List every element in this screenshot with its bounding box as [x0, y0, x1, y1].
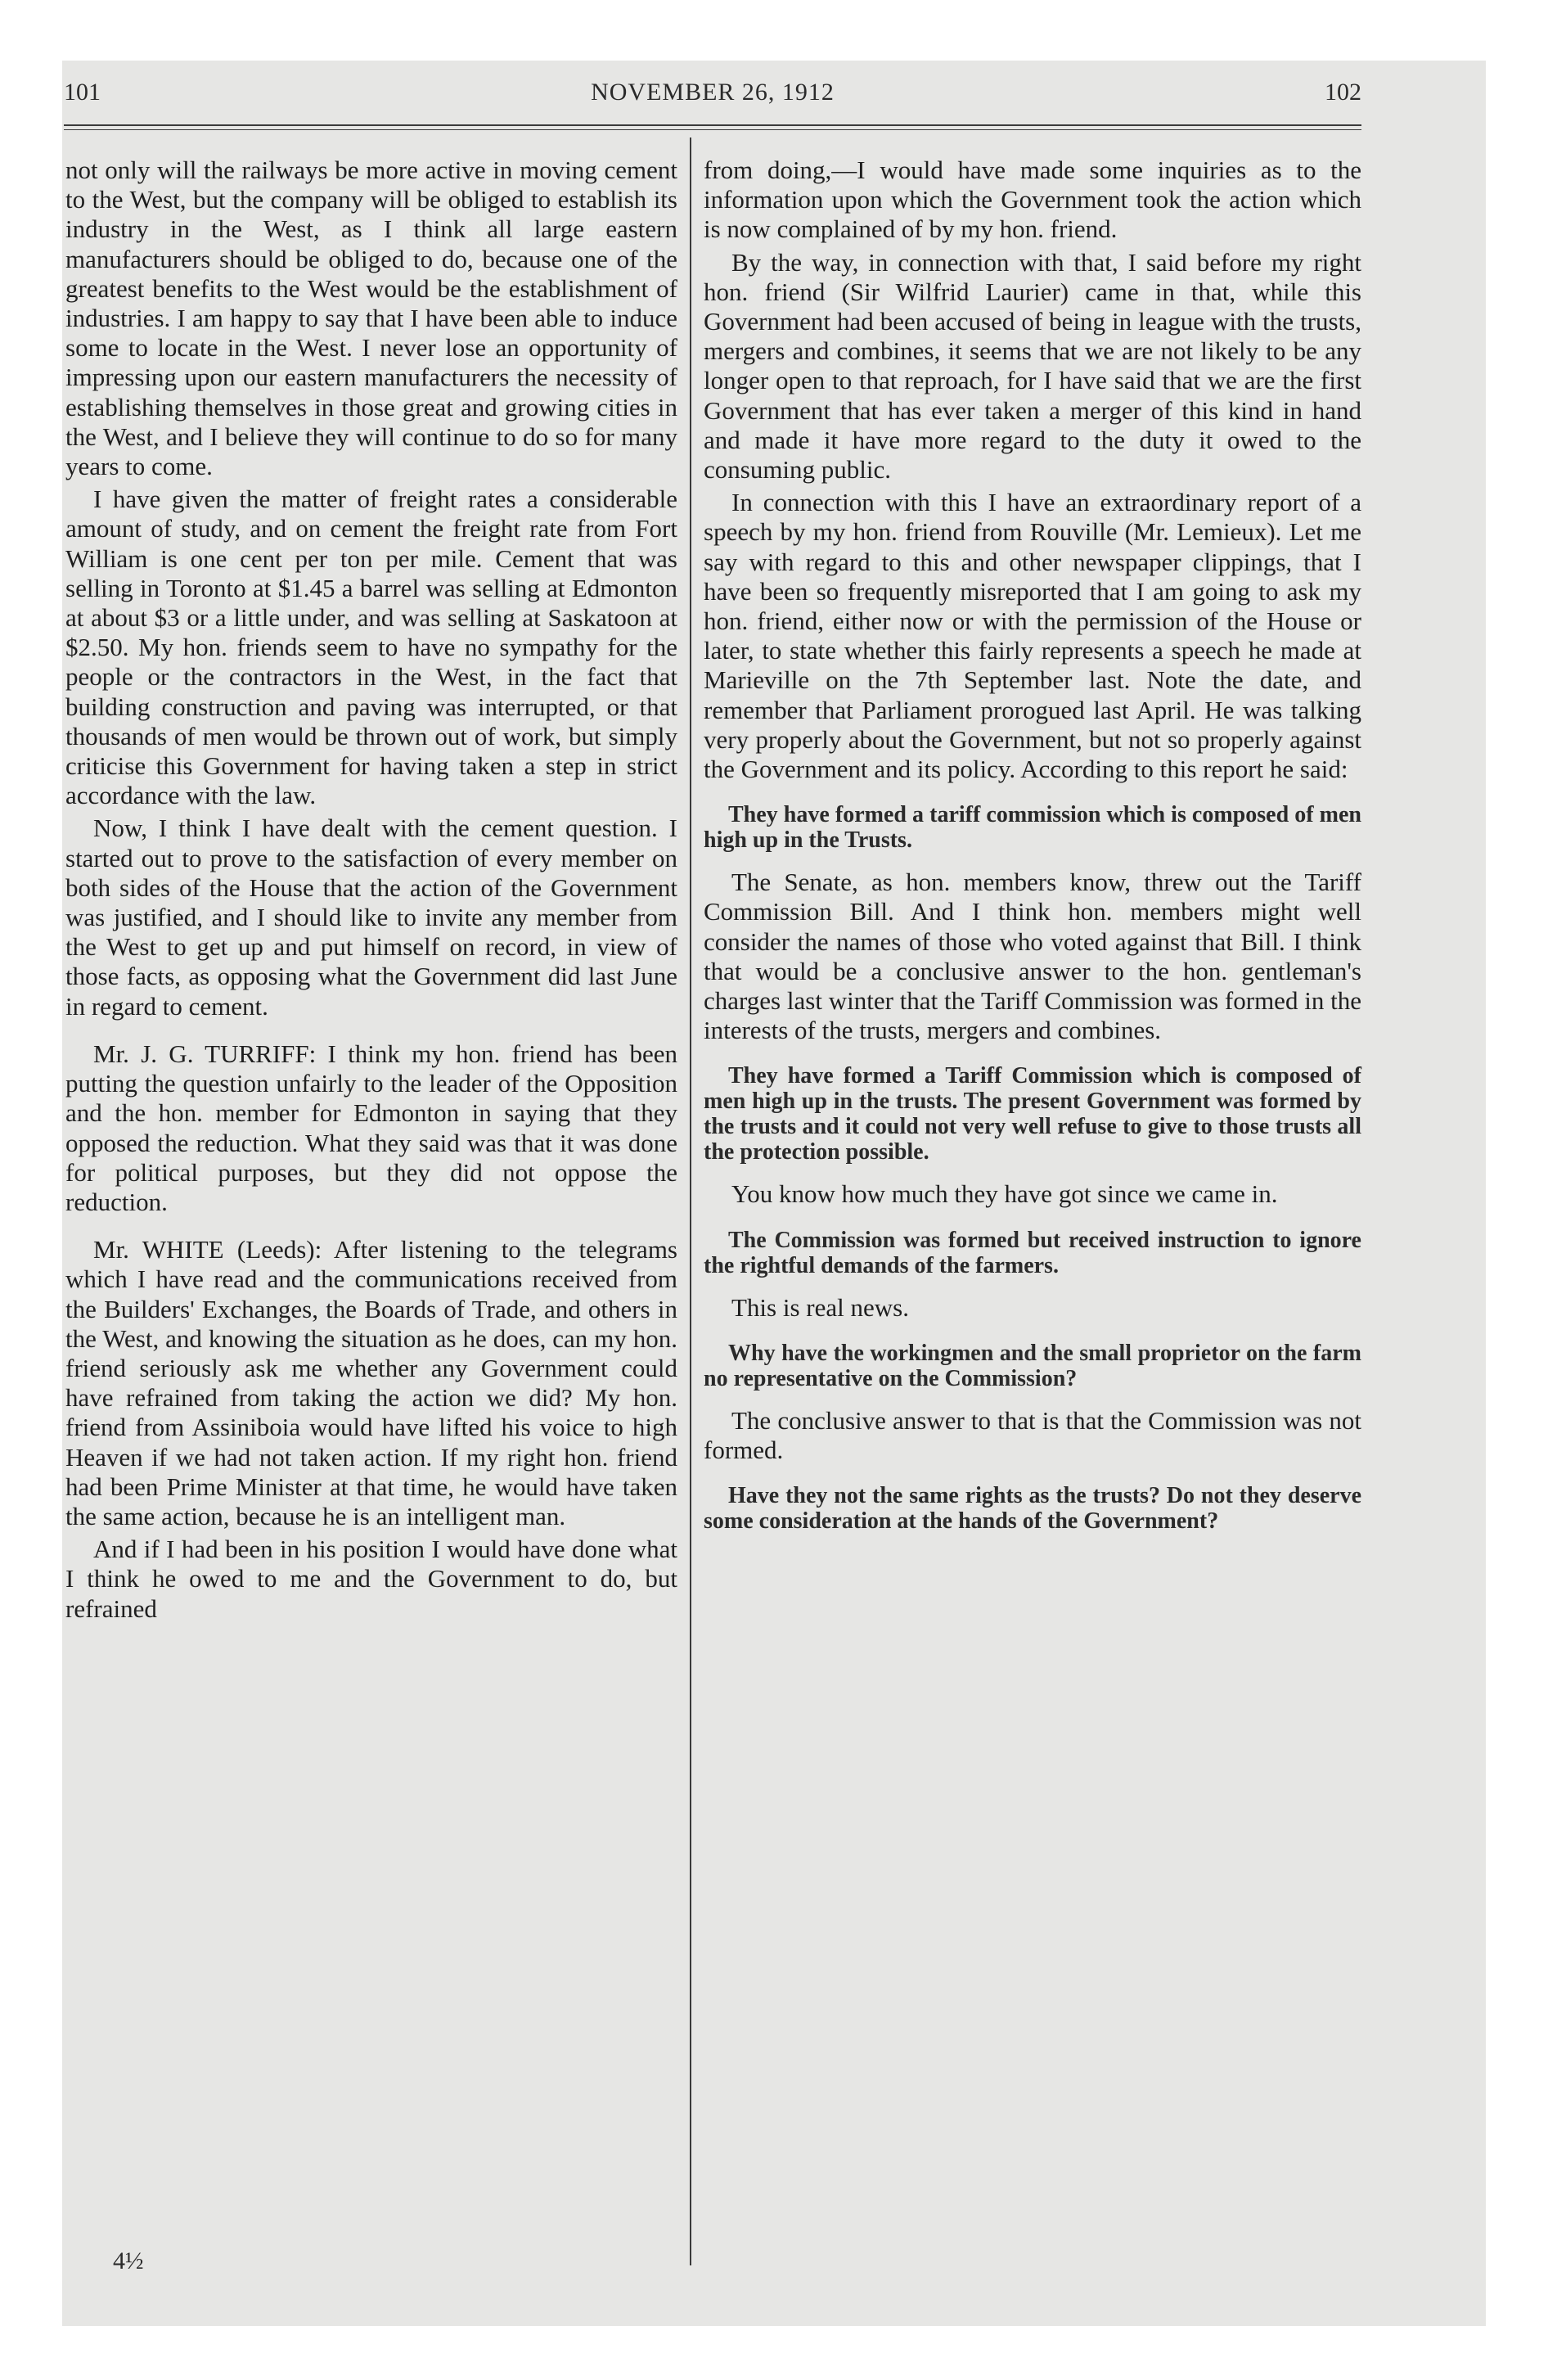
quotation: They have formed a Tariff Commission which is composed of men high up in the trusts. The present Government was formed by the trusts and it could not very well refuse to give to those trusts all the protection possible.	[704, 1063, 1361, 1165]
left-page-number: 101	[64, 79, 101, 106]
right-page-number: 102	[1325, 79, 1361, 106]
paragraph: And if I had been in his position I would have done what I think he owed to me and the Government to do, but refrained	[65, 1535, 677, 1623]
paragraph: from doing,—I would have made some inquiries as to the information upon which the Government took the action which is now complained of by my hon. friend.	[704, 156, 1361, 244]
left-column	[65, 156, 677, 1627]
paragraph: This is real news.	[731, 1292, 909, 1322]
quotation: Have they not the same rights as the trusts? Do not they deserve some consideration at the hands of the Government?	[704, 1483, 1361, 1535]
paragraph: The Senate, as hon. members know, threw out the Tariff Commission Bill. And I think hon. members might well consider the names of those who voted against that Bill. I think that would be a conclusive answer to the hon. gentleman's charges last winter that the Tariff Commission was formed in the interests of the trusts, mergers and combines.	[704, 868, 1361, 1045]
paragraph: Mr. J. G. TURRIFF: I think my hon. friend has been putting the question unfairly to the leader of the Opposition and the hon. member for Edmonton in saying that they opposed the reduction. What they said was that it was done for political purposes, but they did not oppose the reduction.	[65, 1039, 677, 1216]
quotation: The Commission was formed but received instruction to ignore the rightful demands of the farmers.	[704, 1227, 1361, 1278]
right-column	[704, 156, 1361, 1548]
header-date: NOVEMBER 26, 1912	[591, 79, 835, 106]
quotation: Why have the workingmen and the small proprietor on the farm no representative on the Commission?	[704, 1340, 1361, 1391]
paragraph: not only will the railways be more active in moving cement to the West, but the company will be obliged to establish its industry in the West, as I think all large eastern manufacturers should be obliged to do, because one of the greatest benefits to the West would be the establishment of industries. I am happy to say that I have been able to induce some to locate in the West. I never lose an opportunity of impressing upon our eastern manufacturers the necessity of establishing themselves in those great and growing cities in the West, and I believe they will continue to do so for many years to come.	[65, 156, 677, 481]
header-rule-thin	[64, 129, 1361, 130]
quotation: They have formed a tariff commission which is composed of men high up in the Trusts.	[704, 802, 1361, 854]
paragraph: You know how much they have got since we came in.	[731, 1179, 1278, 1209]
signature-mark: 4½	[113, 2247, 144, 2274]
paragraph: Mr. WHITE (Leeds): After listening to the telegrams which I have read and the communications received from the Builders' Exchanges, the Boards of Trade, and others in the West, and knowing the situation as he does, can my hon. friend seriously ask me whether any Government could have refrained from taking the action we did? My hon. friend from Assiniboia would have lifted his voice to high Heaven if we had not taken action. If my right hon. friend had been Prime Minister at that time, he would have taken the same action, because he is an intelligent man.	[65, 1235, 677, 1530]
paragraph: The conclusive answer to that is that the Commission was not formed.	[704, 1405, 1361, 1465]
paragraph: By the way, in connection with that, I said before my right hon. friend (Sir Wilfrid Laurier) came in that, while this Government had been accused of being in league with the trusts, mergers and combines, it seems that we are not likely to be any longer open to that reproach, for I have said that we are the first Government that has ever taken a merger of this kind in hand and made it have more regard to the duty it owed to the consuming public.	[704, 247, 1361, 485]
paragraph: I have given the matter of freight rates a considerable amount of study, and on cement the freight rate from Fort William is one cent per ton per mile. Cement that was selling in Toronto at $1.45 a barrel was selling at Edmonton at about $3 or a little under, and was selling at Saskatoon at $2.50. My hon. friends seem to have no sympathy for the people or the contractors in the West, in the fact that building construction and paving was interrupted, or that thousands of men would be thrown out of work, but simply criticise this Government for having taken a step in strict accordance with the law.	[65, 485, 677, 810]
paragraph: Now, I think I have dealt with the cement question. I started out to prove to the satisfaction of every member on both sides of the House that the action of the Government was justified, and I should like to invite any member from the West to get up and put himself on record, in view of those facts, as opposing what the Government did last June in regard to cement.	[65, 814, 677, 1021]
column-divider	[690, 137, 691, 2265]
paragraph: In connection with this I have an extraordinary report of a speech by my hon. friend from Rouville (Mr. Lemieux). Let me say with regard to this and other newspaper clippings, that I have been so frequently misreported that I am going to ask my hon. friend, either now or with the permission of the House or later, to state whether this fairly represents a speech he made at Marieville on the 7th September last. Note the date, and remember that Parliament prorogued last April. He was talking very properly about the Government, but not so properly against the Government and its policy. According to this report he said:	[704, 488, 1361, 784]
page-header	[64, 79, 1361, 128]
header-rule	[64, 124, 1361, 126]
